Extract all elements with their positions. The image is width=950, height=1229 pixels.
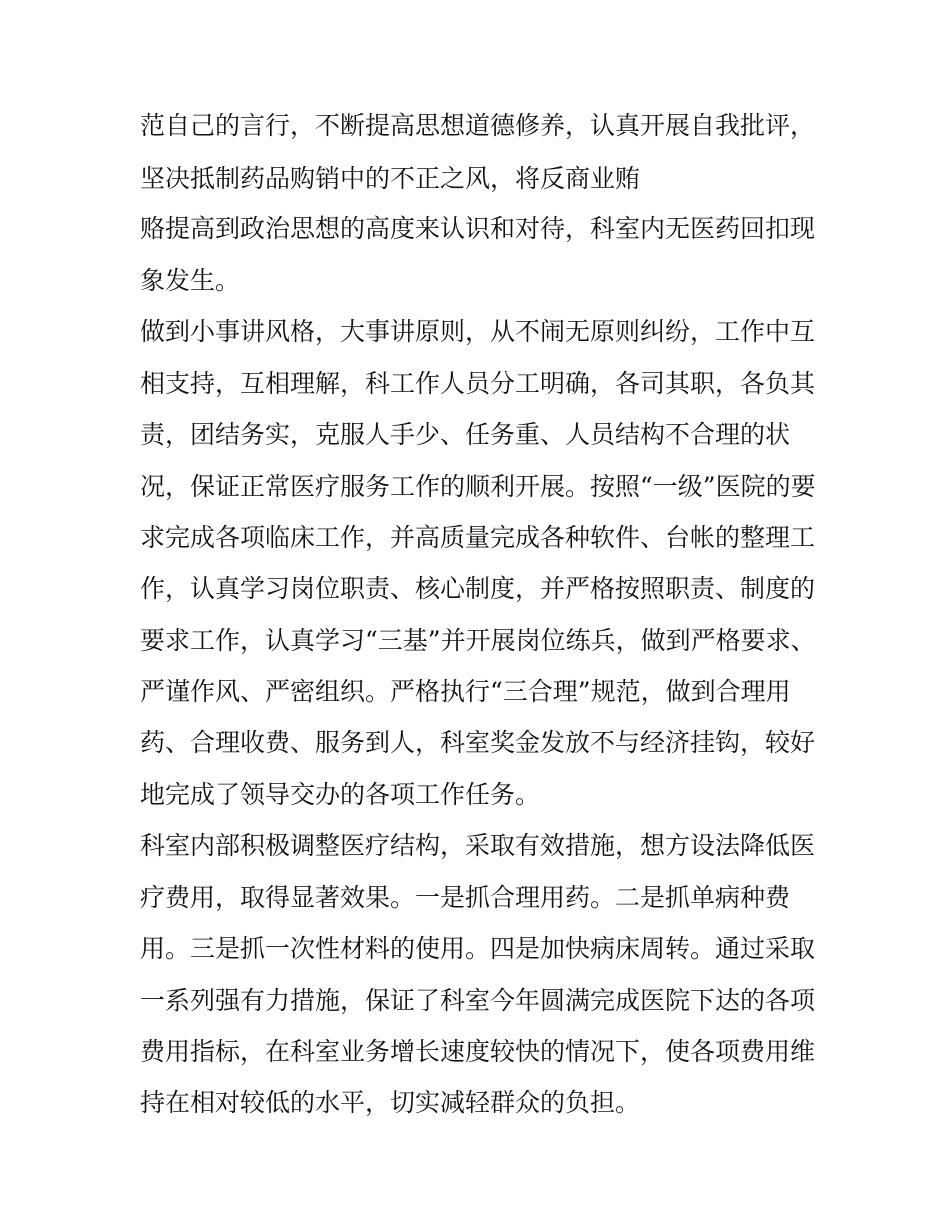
- text-line: 责，团结务实，克服人手少、任务重、人员结构不合理的状: [140, 420, 791, 449]
- text-line: 象发生。: [140, 266, 241, 295]
- text-line: 做到小事讲风格，大事讲原则，从不闹无原则纠纷，工作中互: [140, 317, 816, 346]
- text-line: 要求工作，认真学习“三基”并开展岗位练兵，做到严格要求、: [140, 626, 816, 655]
- text-line: 相支持，互相理解，科工作人员分工明确，各司其职，各负其: [140, 369, 816, 398]
- text-line: 费用指标，在科室业务增长速度较快的情况下，使各项费用维: [140, 1037, 816, 1066]
- text-line: 赂提高到政治思想的高度来认识和对待，科室内无医药回扣现: [140, 214, 816, 243]
- text-line: 持在相对较低的水平，切实减轻群众的负担。: [140, 1088, 641, 1117]
- text-line: 作，认真学习岗位职责、核心制度，并严格按照职责、制度的: [140, 574, 816, 603]
- text-line: 严谨作风、严密组织。严格执行“三合理”规范，做到合理用: [140, 677, 791, 706]
- text-line: 科室内部积极调整医疗结构，采取有效措施，想方设法降低医: [140, 831, 816, 860]
- text-line: 一系列强有力措施，保证了科室今年圆满完成医院下达的各项: [140, 986, 816, 1015]
- text-line: 用。三是抓一次性材料的使用。四是加快病床周转。通过采取: [140, 934, 816, 963]
- text-line: 药、合理收费、服务到人，科室奖金发放不与经济挂钩，较好: [140, 728, 816, 757]
- text-line: 坚决抵制药品购销中的不正之风，将反商业贿: [140, 164, 641, 193]
- text-line: 疗费用，取得显著效果。一是抓合理用药。二是抓单病种费: [140, 883, 791, 912]
- text-line: 求完成各项临床工作，并高质量完成各种软件、台帐的整理工: [140, 523, 816, 552]
- text-line: 范自己的言行，不断提高思想道德修养，认真开展自我批评，: [140, 111, 816, 140]
- text-line: 地完成了领导交办的各项工作任务。: [140, 780, 541, 809]
- text-line: 况，保证正常医疗服务工作的顺利开展。按照“一级”医院的要: [140, 472, 816, 501]
